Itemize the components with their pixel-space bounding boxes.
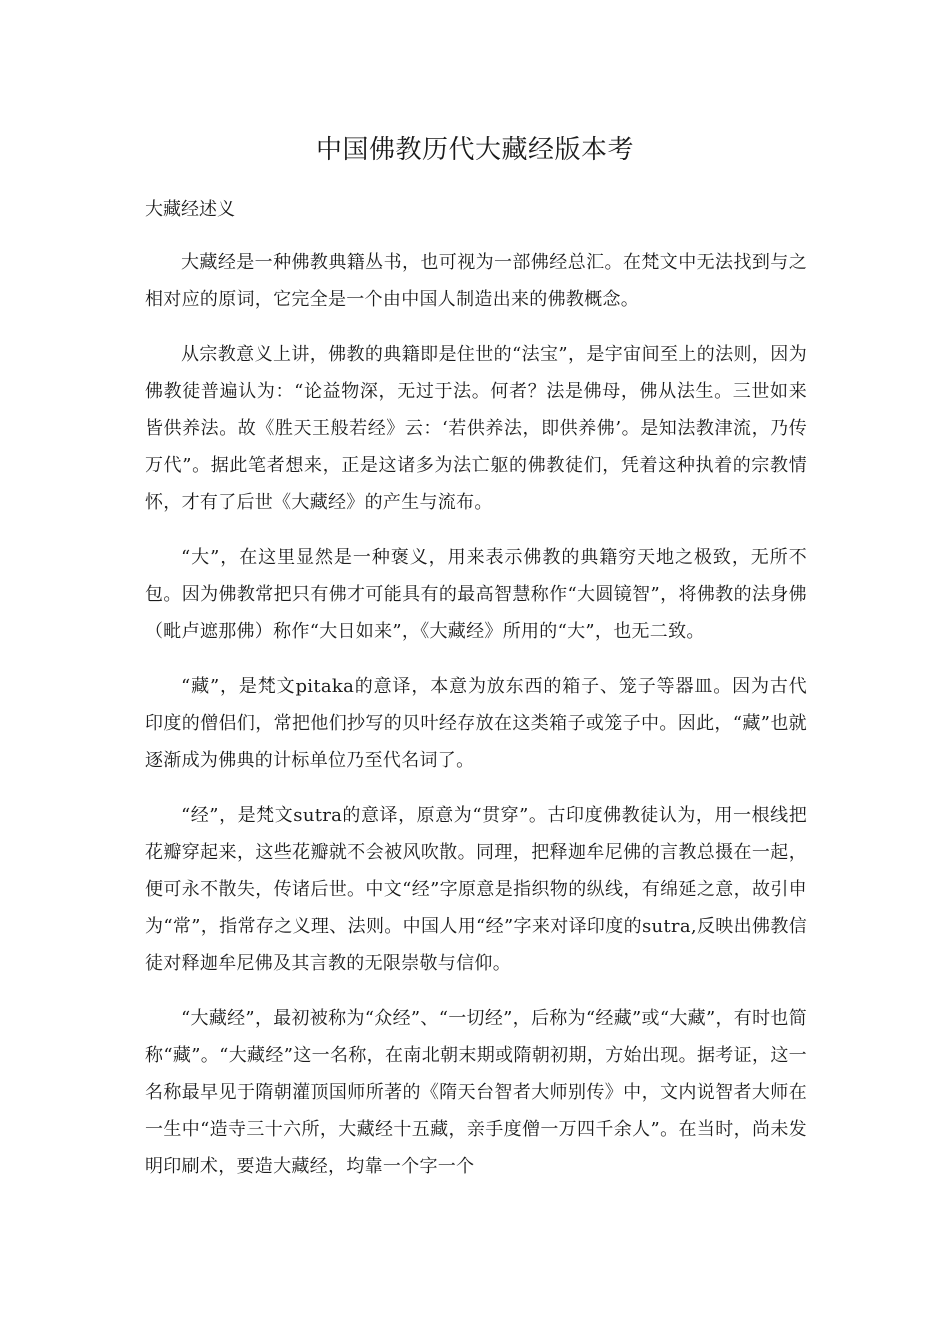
document-title: 中国佛教历代大藏经版本考 [315,135,634,165]
paragraph: “经”，是梵文sutra的意译，原意为“贯穿”。古印度佛教徒认为，用一根线把花瓣穿起来，这些花瓣就不会被风吹散。同理，把释迦牟尼佛的言教总摄在一起，便可永不散失，传诸后世。中文“经”字原意是指织物的纵线，有绵延之意，故引申为“常”，指常存之义理、法则。中国人用“经”字来对译印度的sutra,反映出佛教信徒对释迦牟尼佛及其言教的无限崇敬与信仰。 [145,805,807,974]
paragraph: “大”，在这里显然是一种褒义，用来表示佛教的典籍穷天地之极致，无所不包。因为佛教常把只有佛才可能具有的最高智慧称作“大圆镜智”，将佛教的法身佛（毗卢遮那佛）称作“大日如来”，《大藏经》所用的“大”，也无二致。 [145,547,807,642]
body-text [145,244,807,1203]
paragraph: “大藏经”，最初被称为“众经”、“一切经”，后称为“经藏”或“大藏”，有时也简称“藏”。“大藏经”这一名称，在南北朝末期或隋朝初期，方始出现。据考证，这一名称最早见于隋朝灌顶国师所著的《隋天台智者大师别传》中，文内说智者大师在一生中“造寺三十六所，大藏经十五藏，亲手度僧一万四千余人”。在当时，尚未发明印刷术，要造大藏经，均靠一个字一个 [145,1008,807,1177]
section-heading: 大藏经述义 [145,199,235,220]
paragraph: 从宗教意义上讲，佛教的典籍即是住世的“法宝”，是宇宙间至上的法则，因为佛教徒普遍认为：“论益物深，无过于法。何者？法是佛母，佛从法生。三世如来皆供养法。故《胜天王般若经》云：‘若供养法，即供养佛’。是知法教津流，乃传万代”。据此笔者想来，正是这诸多为法亡躯的佛教徒们，凭着这种执着的宗教情怀，才有了后世《大藏经》的产生与流布。 [145,344,807,513]
paragraph: 大藏经是一种佛教典籍丛书，也可视为一部佛经总汇。在梵文中无法找到与之相对应的原词，它完全是一个由中国人制造出来的佛教概念。 [145,252,807,310]
paragraph: “藏”，是梵文pitaka的意译，本意为放东西的箱子、笼子等器皿。因为古代印度的僧侣们，常把他们抄写的贝叶经存放在这类箱子或笼子中。因此，“藏”也就逐渐成为佛典的计标单位乃至代名词了。 [145,676,807,771]
